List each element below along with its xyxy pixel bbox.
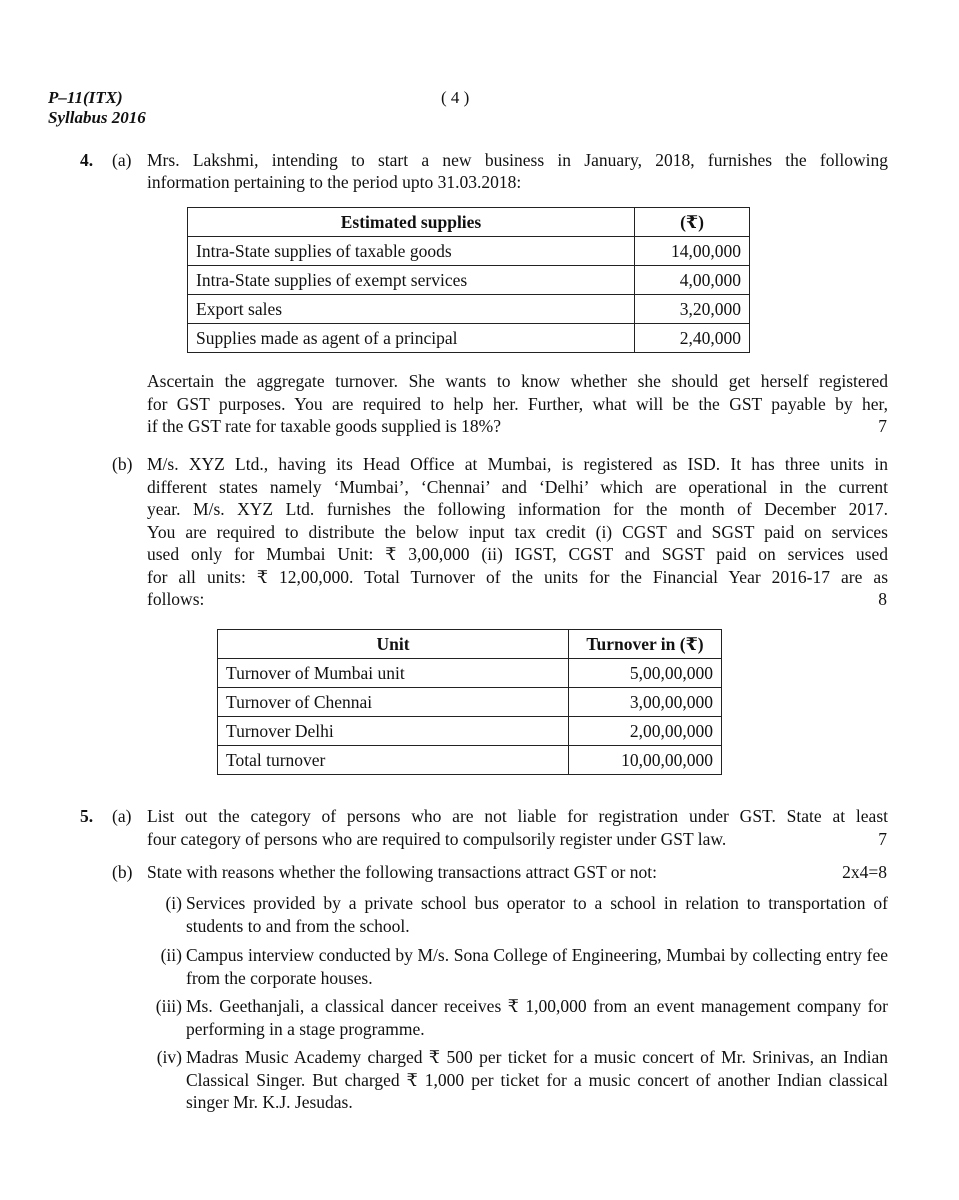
- column-header: Estimated supplies: [188, 208, 635, 237]
- part-b-line: different states namely ‘Mumbai’, ‘Chennai’ and ‘Delhi’ which are operational in the current: [147, 477, 888, 497]
- table-row: [218, 659, 722, 688]
- table-row: [218, 688, 722, 717]
- row-label: Total turnover: [218, 746, 569, 775]
- column-header: (₹): [635, 208, 750, 237]
- row-label: Intra-State supplies of exempt services: [188, 266, 635, 295]
- row-label: Turnover of Chennai: [218, 688, 569, 717]
- part-label: (a): [112, 150, 132, 170]
- row-value: 5,00,00,000: [569, 659, 722, 688]
- table-row: [218, 746, 722, 775]
- row-value: 3,00,00,000: [569, 688, 722, 717]
- sub-question-text: Ms. Geethanjali, a classical dancer receives ₹ 1,00,000 from an event management company for performing in a stage programme.: [186, 996, 888, 1039]
- estimated-supplies-table: [187, 207, 750, 353]
- marks-label: 2x4=8: [842, 862, 887, 882]
- column-header: Turnover in (₹): [569, 630, 722, 659]
- sub-question-text: Campus interview conducted by M/s. Sona College of Engineering, Mumbai by collecting entry fee from the corporate houses.: [186, 945, 888, 988]
- part-label: (b): [112, 454, 133, 474]
- sub-question-text: Madras Music Academy charged ₹ 500 per ticket for a music concert of Mr. Srinivas, an Indian Classical Singer. But charged ₹ 1,000 per ticket for a music concert of another Indian classical singer Mr. K.J. Jesudas.: [186, 1047, 888, 1112]
- paper-code: P–11(ITX): [48, 88, 123, 107]
- row-value: 2,00,00,000: [569, 717, 722, 746]
- part-label: (a): [112, 806, 132, 826]
- part-a-question-line-2: for GST purposes. You are required to help her. Further, what will be the GST payable by her,: [147, 394, 888, 414]
- row-label: Turnover Delhi: [218, 717, 569, 746]
- table-row: [188, 266, 750, 295]
- sub-question-label: (iv): [156, 1047, 182, 1067]
- part-b-line: for all units: ₹ 12,00,000. Total Turnover of the units for the Financial Year 2016-17 are as: [147, 567, 888, 587]
- row-value: 10,00,00,000: [569, 746, 722, 775]
- row-value: 3,20,000: [635, 295, 750, 324]
- marks-label: 8: [878, 589, 887, 609]
- part-b-line: used only for Mumbai Unit: ₹ 3,00,000 (ii) IGST, CGST and SGST paid on services used: [147, 544, 888, 564]
- part-b-line: year. M/s. XYZ Ltd. furnishes the following information for the month of December 2017.: [147, 499, 888, 519]
- part-a-question-line-3: if the GST rate for taxable goods supplied is 18%?: [147, 416, 501, 436]
- row-value: 4,00,000: [635, 266, 750, 295]
- marks-label: 7: [878, 416, 887, 436]
- row-value: 14,00,000: [635, 237, 750, 266]
- table-header-row: [218, 630, 722, 659]
- row-label: Supplies made as agent of a principal: [188, 324, 635, 353]
- part-b-text: State with reasons whether the following transactions attract GST or not:: [147, 862, 657, 882]
- part-b-line: M/s. XYZ Ltd., having its Head Office at Mumbai, is registered as ISD. It has three units in: [147, 454, 888, 474]
- part-a-line-1: List out the category of persons who are not liable for registration under GST. State at least: [147, 806, 888, 826]
- sub-question-label: (i): [165, 893, 182, 913]
- sub-question-label: (ii): [160, 945, 182, 965]
- row-label: Export sales: [188, 295, 635, 324]
- part-b-line: You are required to distribute the below input tax credit (i) CGST and SGST paid on services: [147, 522, 888, 542]
- table-row: [188, 324, 750, 353]
- table-row: [188, 295, 750, 324]
- part-b-line: follows:: [147, 589, 205, 609]
- unit-turnover-table: [217, 629, 722, 775]
- part-a-question-line-1: Ascertain the aggregate turnover. She wants to know whether she should get herself registered: [147, 371, 888, 391]
- column-header: Unit: [218, 630, 569, 659]
- table-row: [188, 237, 750, 266]
- question-number: 5.: [80, 806, 94, 826]
- part-label: (b): [112, 862, 133, 882]
- sub-question-label: (iii): [155, 996, 182, 1016]
- row-value: 2,40,000: [635, 324, 750, 353]
- page-number: ( 4 ): [441, 88, 470, 107]
- marks-label: 7: [878, 829, 887, 849]
- question-number: 4.: [80, 150, 94, 170]
- table-header-row: [188, 208, 750, 237]
- syllabus-label: Syllabus 2016: [48, 108, 146, 127]
- part-a-line-2: four category of persons who are required to compulsorily register under GST law.: [147, 829, 727, 849]
- page-header: [48, 88, 146, 128]
- part-a-intro-line-1: Mrs. Lakshmi, intending to start a new business in January, 2018, furnishes the following: [147, 150, 888, 170]
- sub-question-text: Services provided by a private school bus operator to a school in relation to transportation of students to and from the school.: [186, 893, 888, 936]
- part-a-intro-line-2: information pertaining to the period upto 31.03.2018:: [147, 172, 522, 192]
- row-label: Intra-State supplies of taxable goods: [188, 237, 635, 266]
- row-label: Turnover of Mumbai unit: [218, 659, 569, 688]
- table-row: [218, 717, 722, 746]
